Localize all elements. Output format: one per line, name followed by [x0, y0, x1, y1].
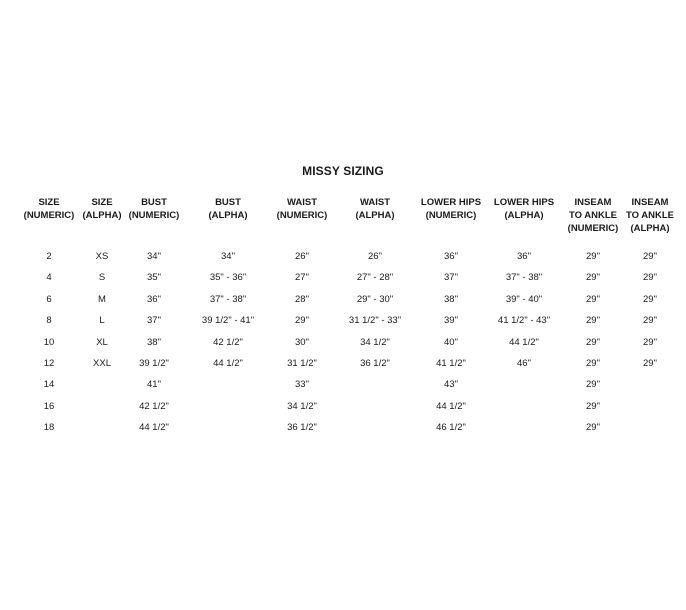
column-header [124, 196, 184, 246]
table-cell: 26" [295, 251, 309, 262]
table-cell: 46 1/2" [436, 422, 466, 434]
table-cell: 27" [295, 272, 309, 284]
table-row [18, 396, 678, 417]
table-cell: 29" [586, 400, 600, 412]
table-cell [332, 374, 418, 395]
table-cell: 29" [643, 315, 657, 327]
table-cell: 29" - 30" [356, 293, 394, 305]
table-cell: 29" [643, 336, 657, 348]
column-header [418, 196, 484, 246]
column-header-line: (NUMERIC) [425, 210, 477, 221]
column-header-line: (ALPHA) [208, 210, 248, 221]
table-cell: 40" [444, 336, 458, 348]
column-header-line: (NUMERIC) [23, 210, 75, 221]
table-cell: 34" [221, 251, 235, 262]
column-header-line: INSEAM [631, 197, 669, 208]
table-cell: 35" - 36" [209, 272, 247, 284]
table-cell: 35" [147, 272, 161, 284]
table-cell: 2 [46, 251, 52, 262]
table-cell: M [98, 293, 106, 305]
table-cell [484, 396, 564, 417]
table-cell: 29" [586, 251, 600, 262]
header-row [18, 196, 678, 246]
table-cell: 29" [643, 272, 657, 284]
table-cell [484, 374, 564, 395]
table-row [18, 289, 678, 310]
table-cell: 29" [643, 293, 657, 305]
column-header [564, 196, 622, 246]
table-cell: 44 1/2" [436, 400, 466, 412]
table-cell: 29" [586, 379, 600, 391]
column-header-line: INSEAM [574, 197, 612, 208]
table-cell: 36 1/2" [360, 358, 390, 370]
table-cell: 33" [295, 379, 309, 391]
table-cell: 10 [43, 336, 55, 348]
table-cell: 28" [295, 293, 309, 305]
table-cell [80, 374, 124, 395]
table-body [18, 246, 678, 439]
column-header-line: (NUMERIC) [567, 223, 619, 234]
column-header-line: WAIST [286, 197, 318, 208]
table-cell: 42 1/2" [213, 336, 243, 348]
table-cell: 34 1/2" [360, 336, 390, 348]
table-cell [184, 396, 272, 417]
column-header-line: (ALPHA) [630, 223, 670, 234]
table-cell: 41" [147, 379, 161, 391]
table-cell: 39 1/2" [139, 358, 169, 370]
table-cell [80, 417, 124, 438]
table-cell: S [98, 272, 106, 284]
column-header-line: (ALPHA) [82, 210, 122, 221]
table-cell: 29" [586, 422, 600, 434]
table-cell: 39 1/2" - 41" [201, 315, 255, 327]
column-header-line: (NUMERIC) [128, 210, 180, 221]
table-cell: 44 1/2" [509, 336, 539, 348]
table-cell: 38" [147, 336, 161, 348]
column-header [18, 196, 80, 246]
table-cell: 27" - 28" [356, 272, 394, 284]
column-header [272, 196, 332, 246]
column-header-line: (ALPHA) [355, 210, 395, 221]
table-cell [332, 417, 418, 438]
table-cell: 6 [46, 293, 52, 305]
table-row [18, 332, 678, 353]
table-cell: 16 [43, 400, 55, 412]
table-cell [622, 417, 678, 438]
table-row [18, 417, 678, 438]
table-cell: 18 [43, 422, 55, 434]
table-cell: 37" [444, 272, 458, 284]
table-cell: 29" [643, 251, 657, 262]
table-cell: 34" [147, 251, 161, 262]
table-cell: 46" [517, 358, 531, 370]
column-header-line: SIZE [38, 197, 60, 208]
table-cell: 26" [368, 251, 382, 262]
table-cell: 43" [444, 379, 458, 391]
size-table [18, 196, 678, 439]
table-cell: 36 1/2" [287, 422, 317, 434]
column-header [622, 196, 678, 246]
column-header-line: (NUMERIC) [276, 210, 328, 221]
table-cell: 34 1/2" [287, 400, 317, 412]
column-header-line: WAIST [359, 197, 391, 208]
table-cell: 31 1/2" - 33" [348, 315, 402, 327]
table-row [18, 353, 678, 374]
table-cell: 36" [147, 293, 161, 305]
column-header-line: BUST [141, 197, 167, 208]
table-row [18, 246, 678, 267]
table-cell: 31 1/2" [287, 358, 317, 370]
table-cell: 41 1/2" - 43" [497, 315, 551, 327]
table-cell: 39" [444, 315, 458, 327]
column-header [332, 196, 418, 246]
table-cell [332, 396, 418, 417]
table-cell: 36" [444, 251, 458, 262]
table-cell: XS [95, 251, 109, 262]
table-cell [80, 396, 124, 417]
table-cell [622, 396, 678, 417]
table-cell: 37" [147, 315, 161, 327]
table-cell: 12 [43, 358, 55, 370]
table-cell: 41 1/2" [436, 358, 466, 370]
table-cell: 36" [517, 251, 531, 262]
table-cell [184, 374, 272, 395]
column-header-line: LOWER HIPS [493, 197, 555, 208]
table-cell: 4 [46, 272, 52, 284]
column-header-line: TO ANKLE [625, 210, 675, 221]
table-cell: 29" [586, 358, 600, 370]
table-cell: 38" [444, 293, 458, 305]
table-cell: 44 1/2" [213, 358, 243, 370]
column-header-line: SIZE [91, 197, 113, 208]
column-header-line: (ALPHA) [504, 210, 544, 221]
table-cell: 29" [586, 272, 600, 284]
table-cell: 29" [586, 293, 600, 305]
table-cell: 30" [295, 336, 309, 348]
table-cell: 29" [643, 358, 657, 370]
table-cell: 37" - 38" [505, 272, 543, 284]
table-cell: XXL [93, 358, 111, 370]
table-cell: XL [96, 336, 108, 348]
column-header [80, 196, 124, 246]
table-cell: 42 1/2" [139, 400, 169, 412]
column-header-line: TO ANKLE [568, 210, 618, 221]
table-cell: 39" - 40" [505, 293, 543, 305]
table-cell: 29" [586, 315, 600, 327]
table-row [18, 267, 678, 288]
chart-title: MISSY SIZING [302, 164, 384, 178]
column-header [484, 196, 564, 246]
table-cell: 8 [46, 315, 52, 327]
table-cell: 29" [586, 336, 600, 348]
table-cell: 44 1/2" [139, 422, 169, 434]
table-cell [184, 417, 272, 438]
table-row [18, 374, 678, 395]
table-cell: L [99, 315, 105, 327]
table-cell: 29" [295, 315, 309, 327]
table-cell: 14 [43, 379, 55, 391]
column-header-line: BUST [215, 197, 241, 208]
table-cell [484, 417, 564, 438]
column-header-line: LOWER HIPS [420, 197, 482, 208]
table-row [18, 310, 678, 331]
column-header [184, 196, 272, 246]
table-cell: 37" - 38" [209, 293, 247, 305]
table-cell [622, 374, 678, 395]
